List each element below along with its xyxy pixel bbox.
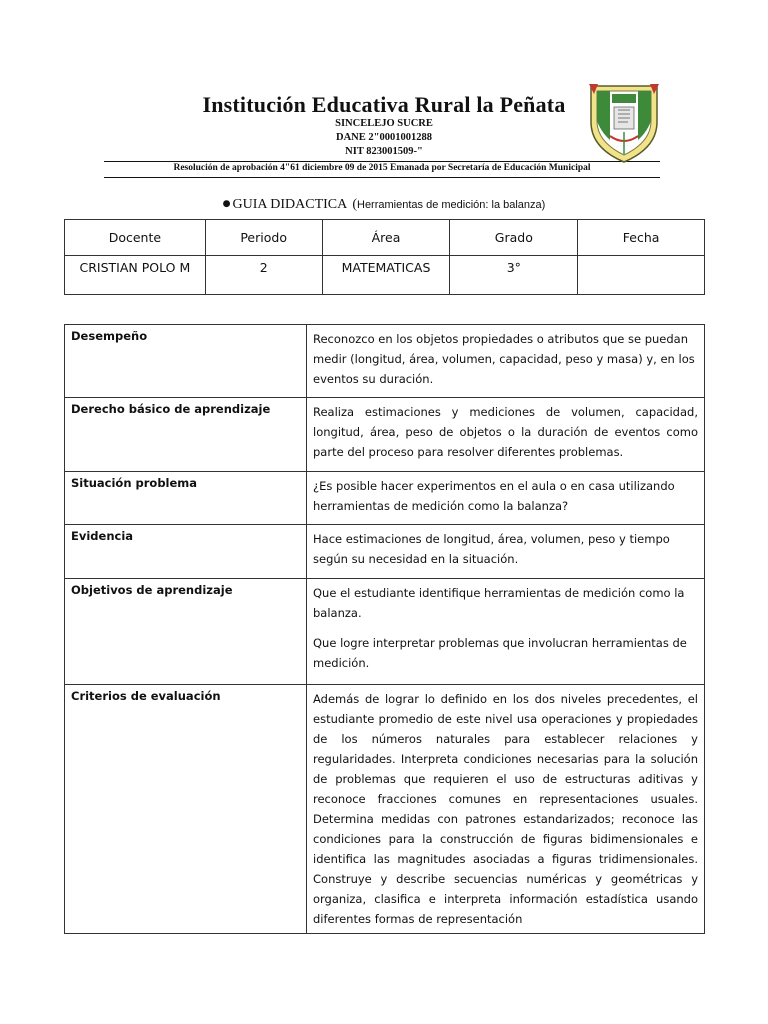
- docente-value: CRISTIAN POLO M: [65, 256, 206, 295]
- dba-label: Derecho básico de aprendizaje: [65, 398, 307, 472]
- guide-label: GUIA DIDACTICA: [232, 197, 348, 212]
- grado-header: Grado: [450, 220, 578, 256]
- dba-value: [307, 398, 705, 472]
- periodo-header: Periodo: [205, 220, 322, 256]
- nit-line: NIT 823001509-": [345, 146, 423, 157]
- header-divider-bottom: [104, 177, 660, 178]
- criterios-value: [307, 685, 705, 934]
- grado-value: 3°: [450, 256, 578, 295]
- city-line: SINCELEJO SUCRE: [335, 118, 433, 129]
- docente-header: Docente: [65, 220, 206, 256]
- bullet-icon: ●: [222, 199, 231, 209]
- table-row: [65, 398, 705, 472]
- school-crest-icon: [588, 80, 660, 164]
- desempeno-text: Reconozco en los objetos propiedades o atributos que se puedan medir (longitud, área, volumen, capacidad, peso y masa) y, en los eventos su duración.: [313, 332, 695, 386]
- dane-line: DANE 2"0001001288: [336, 132, 432, 143]
- evidencia-label: Evidencia: [65, 525, 307, 579]
- desempeno-label: Desempeño: [65, 325, 307, 398]
- info-header-row: [65, 220, 705, 256]
- area-header: Área: [322, 220, 450, 256]
- area-value: MATEMATICAS: [322, 256, 450, 295]
- desempeno-value: [307, 325, 705, 398]
- table-row: [65, 525, 705, 579]
- header-divider-top: [104, 161, 660, 162]
- table-row: [65, 325, 705, 398]
- table-row: [65, 472, 705, 525]
- periodo-value: 2: [205, 256, 322, 295]
- fecha-value: [578, 256, 705, 295]
- guide-open-paren: (: [352, 197, 357, 212]
- fecha-header: Fecha: [578, 220, 705, 256]
- objetivos-label: Objetivos de aprendizaje: [65, 579, 307, 685]
- evidencia-value: [307, 525, 705, 579]
- guide-topic: Herramientas de medición: la balanza): [357, 199, 546, 211]
- situacion-problema-label: Situación problema: [65, 472, 307, 525]
- guide-details-table: [64, 324, 705, 934]
- guide-heading: [0, 193, 768, 213]
- objetivo-2-text: Que logre interpretar problemas que involucran herramientas de medición.: [313, 636, 687, 670]
- table-row: [65, 685, 705, 934]
- institution-title: Institución Educativa Rural la Peñata: [202, 92, 566, 117]
- info-value-row: [65, 256, 705, 295]
- evidencia-text: Hace estimaciones de longitud, área, volumen, peso y tiempo según su necesidad en la situación.: [313, 532, 670, 566]
- criterios-label: Criterios de evaluación: [65, 685, 307, 934]
- info-table: [64, 219, 705, 295]
- objetivos-value: [307, 579, 705, 685]
- objetivo-1-text: Que el estudiante identifique herramientas de medición como la balanza.: [313, 586, 685, 620]
- table-row: [65, 579, 705, 685]
- situacion-problema-value: [307, 472, 705, 525]
- criterios-text: Además de lograr lo definido en los dos niveles precedentes, el estudiante promedio de este nivel usa operaciones y propiedades de los números naturales para establecer relaciones y regularidades. Interpreta condiciones necesarias para la solución de problemas que requieren el uso de estructuras aditivas y reconoce fracciones comunes en representaciones usuales. Determina medidas con patrones estandarizados; reconoce las condiciones para la construcción de figuras bidimensionales e identifica las magnitudes asociadas a figuras tridimensionales. Construye y describe secuencias numéricas y geométricas y organiza, clasifica e interpreta información estadística usando diferentes formas de representación: [313, 692, 698, 926]
- situacion-problema-text: ¿Es posible hacer experimentos en el aula o en casa utilizando herramientas de medición como la balanza?: [313, 479, 675, 513]
- resolution-line: Resolución de aprobación 4"61 diciembre 09 de 2015 Emanada por Secretaría de Educación Municipal: [173, 163, 591, 173]
- dba-text: Realiza estimaciones y mediciones de volumen, capacidad, longitud, área, peso de objetos o la duración de eventos como parte del proceso para resolver diferentes problemas.: [313, 405, 698, 459]
